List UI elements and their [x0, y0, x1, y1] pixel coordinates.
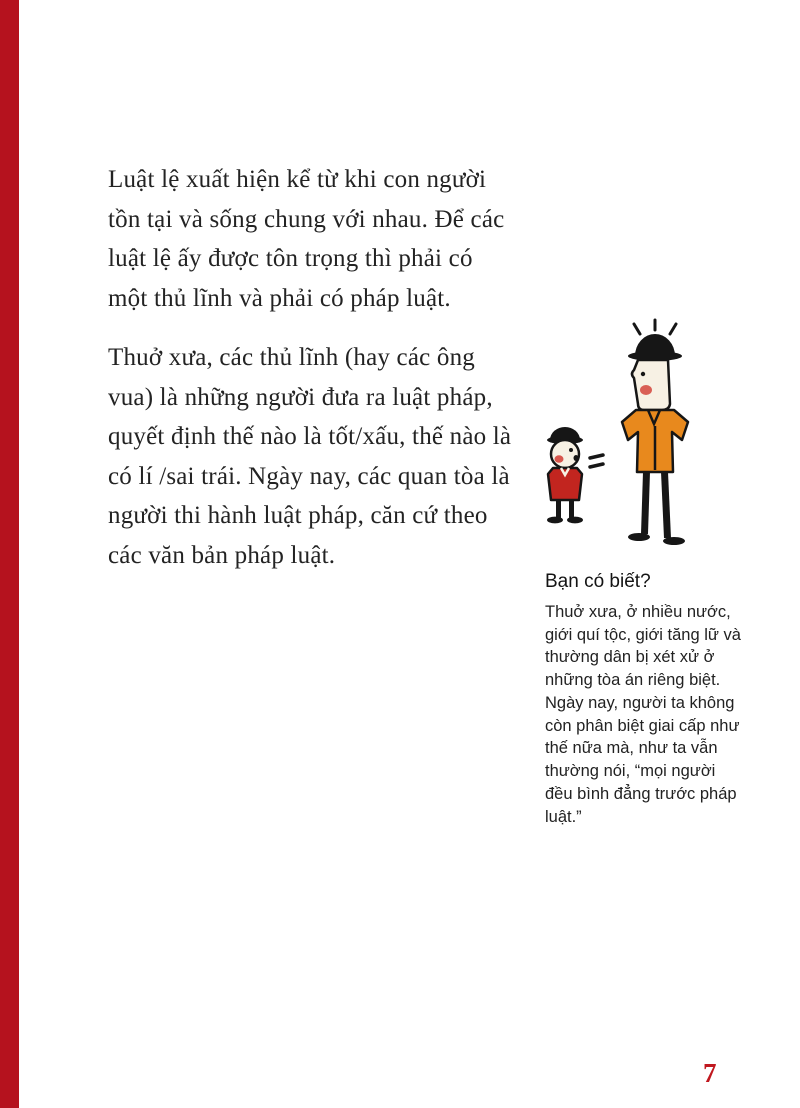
illustration-svg	[522, 318, 718, 576]
sidebar-heading: Bạn có biết?	[545, 571, 651, 592]
did-you-know-box	[545, 570, 743, 828]
paragraph-1: Luật lệ xuất hiện kể từ khi con người tồn tại và sống chung với nhau. Để các luật lệ ấy được tôn trọng thì phải có một thủ lĩnh và phải có pháp luật.	[108, 166, 505, 312]
body-text-column	[108, 160, 512, 595]
tall-man-and-boy-illustration-icon	[522, 318, 718, 576]
paragraph-2: Thuở xưa, các thủ lĩnh (hay các ông vua) là những người đưa ra luật pháp, quyết định thế nào là tốt/xấu, thế nào là có lí /sai trái. Ngày nay, các quan tòa là người thi hành luật pháp, căn cứ theo các văn bản pháp luật.	[108, 344, 512, 569]
sidebar-body: Thuở xưa, ở nhiều nước, giới quí tộc, giới tăng lữ và thường dân bị xét xử ở những tòa án riêng biệt. Ngày nay, người ta không còn phân biệt giai cấp như thế nữa mà, như ta vẫn thường nói, “mọi người đều bình đẳng trước pháp luật.”	[545, 602, 741, 826]
left-red-bar	[0, 0, 19, 1108]
page-number: 7	[703, 1058, 717, 1088]
